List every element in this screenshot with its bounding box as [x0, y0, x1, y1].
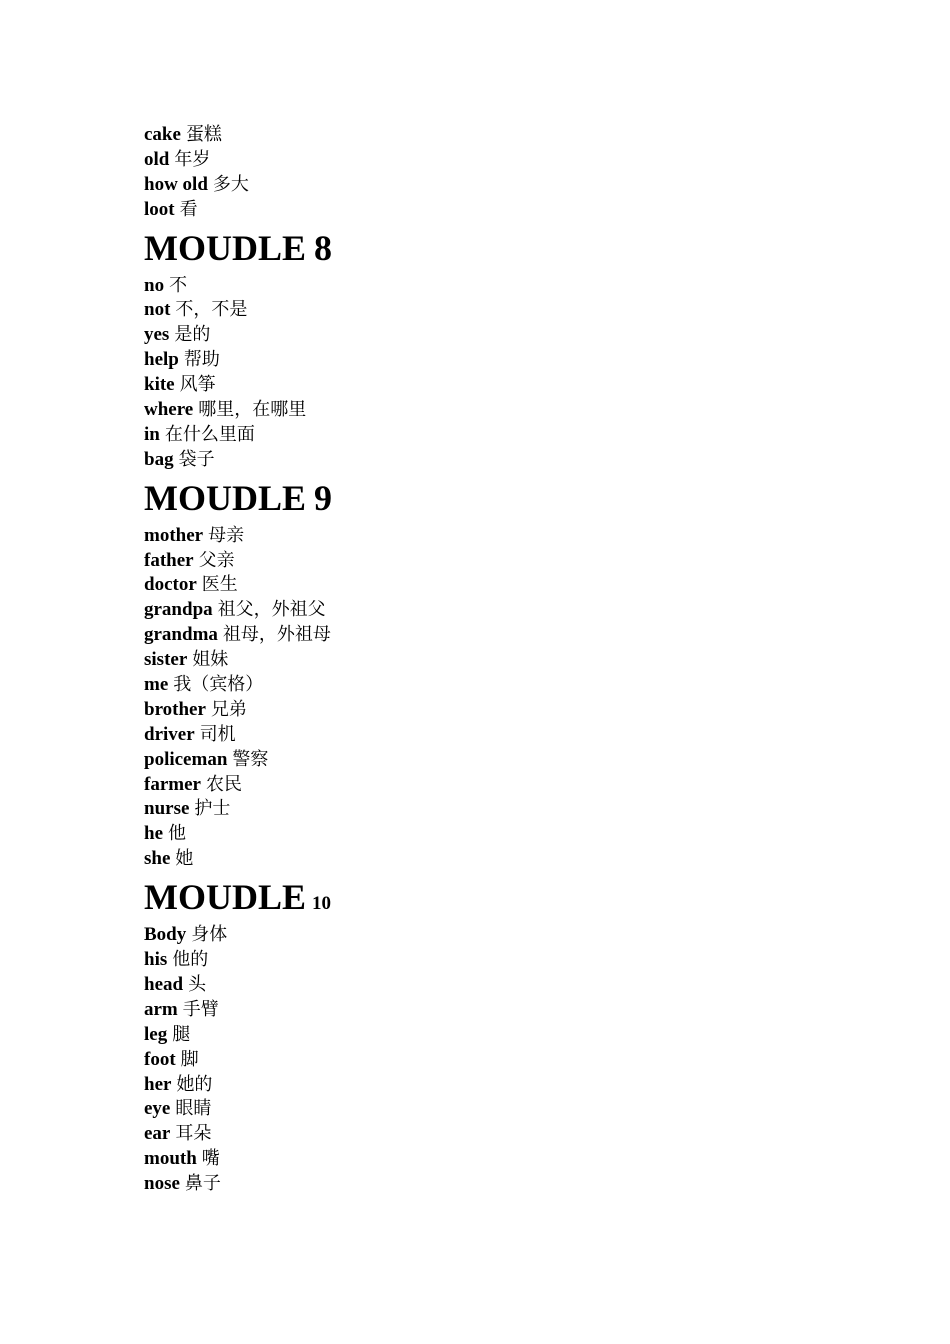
english-word: bag	[144, 448, 174, 470]
chinese-meaning: 风筝	[179, 374, 216, 396]
vocab-entry	[144, 148, 844, 173]
vocab-entry	[144, 1023, 844, 1048]
chinese-meaning: 年岁	[174, 148, 211, 170]
english-word: grandpa	[144, 599, 213, 621]
vocab-entry	[144, 274, 844, 299]
english-word: grandma	[144, 624, 218, 646]
chinese-meaning: 是的	[174, 324, 211, 346]
english-word: her	[144, 1073, 172, 1095]
vocab-entry	[144, 298, 844, 323]
english-word: cake	[144, 124, 181, 145]
vocab-entry	[144, 573, 844, 598]
chinese-meaning: 司机	[199, 723, 236, 745]
vocab-entry	[144, 1147, 844, 1172]
english-word: in	[144, 423, 160, 445]
module-label: MOUDLE	[144, 227, 306, 268]
chinese-meaning: 袋子	[178, 448, 215, 470]
english-word: ear	[144, 1123, 171, 1145]
vocab-entry	[144, 673, 844, 698]
chinese-meaning: 蛋糕	[185, 124, 222, 145]
chinese-meaning: 帮助	[183, 349, 220, 371]
vocab-entry	[144, 524, 844, 549]
chinese-meaning: 耳朵	[175, 1123, 212, 1145]
chinese-meaning: 他的	[172, 949, 209, 971]
chinese-meaning: 护士	[194, 798, 231, 820]
english-word: his	[144, 949, 168, 971]
vocab-entry	[144, 623, 844, 648]
english-word: doctor	[144, 574, 197, 596]
english-word: policeman	[144, 748, 228, 770]
chinese-meaning: 身体	[191, 924, 228, 946]
english-word: brother	[144, 698, 206, 720]
vocab-entry	[144, 723, 844, 748]
vocab-entry	[144, 173, 844, 198]
chinese-meaning: 嘴	[201, 1148, 220, 1170]
chinese-meaning: 祖父，外祖父	[217, 599, 326, 621]
english-word: kite	[144, 374, 175, 396]
vocab-entry	[144, 998, 844, 1023]
chinese-meaning: 他	[168, 823, 186, 845]
english-word: foot	[144, 1048, 176, 1070]
chinese-meaning: 看	[179, 198, 198, 220]
chinese-meaning: 眼睛	[175, 1098, 212, 1120]
vocab-entry	[144, 748, 844, 773]
chinese-meaning: 她	[175, 848, 194, 870]
vocab-entry	[144, 123, 844, 148]
vocab-entry	[144, 323, 844, 348]
english-word: me	[144, 674, 169, 696]
chinese-meaning: 姐妹	[192, 649, 229, 671]
english-word: sister	[144, 649, 188, 671]
vocab-entry	[144, 1097, 844, 1122]
english-word: yes	[144, 324, 170, 346]
english-word: head	[144, 973, 184, 995]
vocab-entry	[144, 648, 844, 673]
vocab-entry	[144, 698, 844, 723]
vocab-entry	[144, 797, 844, 822]
module-number: 8	[314, 227, 332, 268]
chinese-meaning: 不，不是	[175, 299, 248, 321]
module-heading	[144, 872, 844, 923]
chinese-meaning: 兄弟	[210, 698, 247, 720]
vocab-entry	[144, 847, 844, 872]
module-number: 10	[312, 893, 331, 915]
vocab-entry	[144, 1048, 844, 1073]
chinese-meaning: 在什么里面	[164, 423, 255, 445]
english-word: help	[144, 349, 179, 371]
chinese-meaning: 不	[169, 274, 188, 296]
chinese-meaning: 母亲	[208, 524, 245, 546]
module-heading	[144, 473, 844, 524]
module-number: 9	[314, 477, 332, 518]
chinese-meaning: 医生	[201, 574, 238, 596]
english-word: loot	[144, 198, 175, 220]
vocab-section	[144, 123, 844, 223]
english-word: not	[144, 299, 171, 321]
chinese-meaning: 我（宾格）	[173, 674, 264, 696]
english-word: where	[144, 399, 194, 421]
vocab-entry	[144, 549, 844, 574]
chinese-meaning: 警察	[232, 748, 269, 770]
vocab-section	[144, 223, 844, 473]
vocabulary-page	[144, 123, 844, 1197]
chinese-meaning: 父亲	[198, 549, 235, 571]
english-word: arm	[144, 998, 178, 1020]
vocab-entry	[144, 448, 844, 473]
chinese-meaning: 她的	[176, 1073, 213, 1095]
chinese-meaning: 农民	[205, 773, 242, 795]
chinese-meaning: 祖母，外祖母	[222, 624, 331, 646]
chinese-meaning: 多大	[212, 173, 249, 195]
vocab-entry	[144, 423, 844, 448]
english-word: no	[144, 274, 165, 296]
english-word: driver	[144, 723, 195, 745]
english-word: old	[144, 148, 170, 170]
chinese-meaning: 头	[188, 973, 207, 995]
vocab-entry	[144, 1172, 844, 1197]
english-word: she	[144, 848, 171, 870]
english-word: Body	[144, 924, 187, 946]
module-heading	[144, 223, 844, 274]
vocab-entry	[144, 773, 844, 798]
chinese-meaning: 脚	[180, 1048, 199, 1070]
vocab-section	[144, 473, 844, 872]
english-word: nurse	[144, 798, 190, 820]
vocab-entry	[144, 923, 844, 948]
vocab-entry	[144, 948, 844, 973]
vocab-entry	[144, 398, 844, 423]
chinese-meaning: 腿	[172, 1023, 191, 1045]
english-word: mother	[144, 524, 204, 546]
vocab-entry	[144, 1122, 844, 1147]
vocab-entry	[144, 1073, 844, 1098]
module-label: MOUDLE	[144, 477, 306, 518]
english-word: he	[144, 823, 163, 845]
vocab-entry	[144, 973, 844, 998]
english-word: farmer	[144, 773, 201, 795]
vocab-entry	[144, 348, 844, 373]
vocab-entry	[144, 373, 844, 398]
chinese-meaning: 哪里，在哪里	[198, 399, 307, 421]
english-word: mouth	[144, 1148, 197, 1170]
chinese-meaning: 手臂	[182, 998, 219, 1020]
vocab-entry	[144, 598, 844, 623]
chinese-meaning: 鼻子	[184, 1173, 221, 1195]
english-word: eye	[144, 1098, 171, 1120]
english-word: nose	[144, 1173, 180, 1195]
english-word: father	[144, 549, 194, 571]
english-word: leg	[144, 1023, 168, 1045]
module-label: MOUDLE	[144, 877, 306, 918]
english-word: how old	[144, 173, 208, 195]
vocab-entry	[144, 822, 844, 847]
vocab-entry	[144, 198, 844, 223]
vocab-section	[144, 872, 844, 1197]
